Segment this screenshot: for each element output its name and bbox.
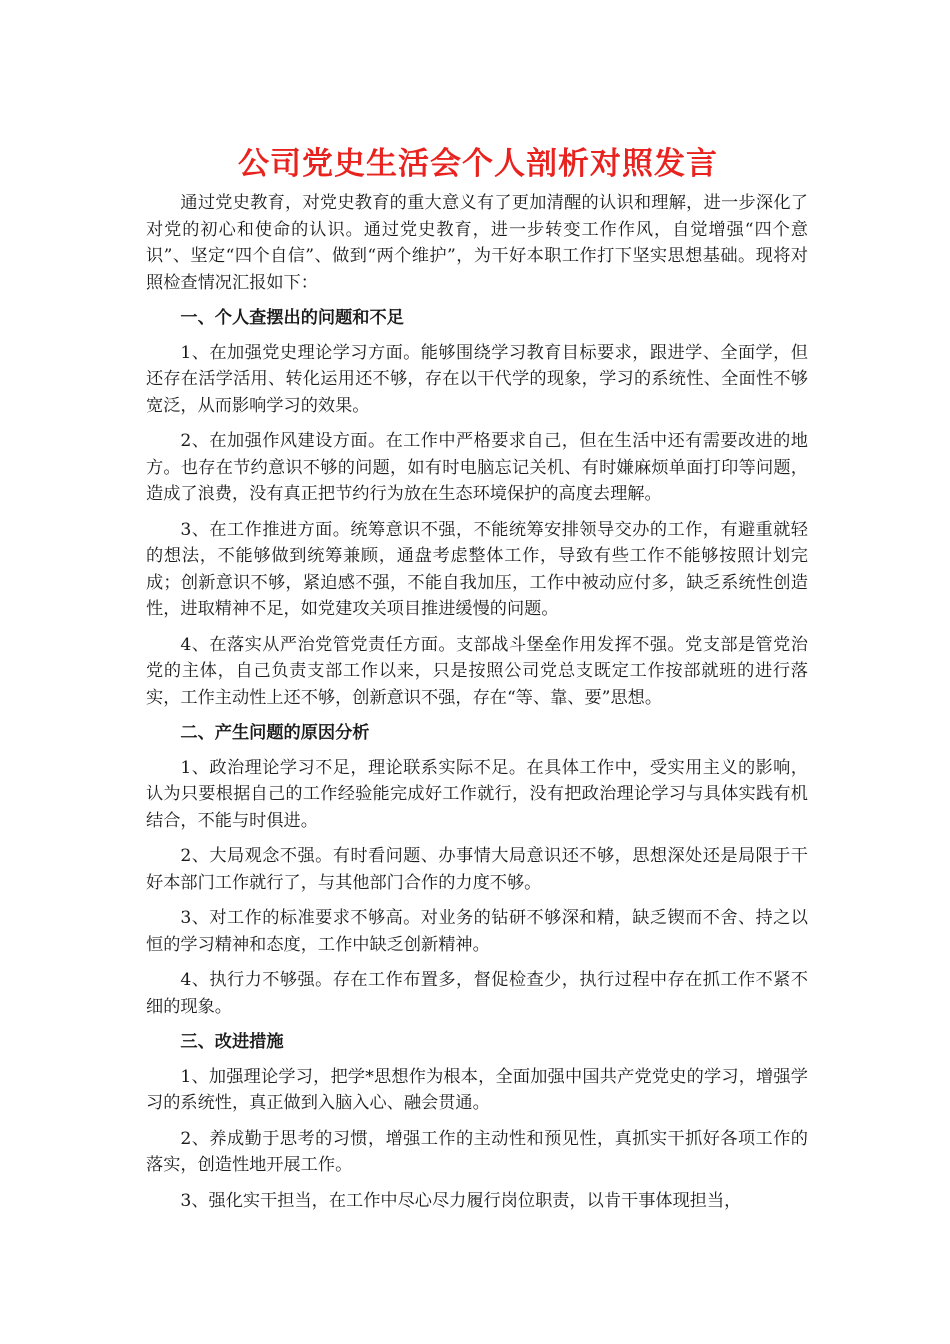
section-2-paragraph-3: 3、对工作的标准要求不够高。对业务的钻研不够深和精，缺乏锲而不舍、持之以恒的学习精神和态度，工作中缺乏创新精神。 bbox=[146, 908, 808, 955]
intro-paragraph: 通过党史教育，对党史教育的重大意义有了更加清醒的认识和理解，进一步深化了对党的初心和使命的认识。通过党史教育，进一步转变工作作风，自觉增强“四个意识”、坚定“四个自信”、做到“两个维护”，为干好本职工作打下坚实思想基础。现将对照检查情况汇报如下： bbox=[146, 193, 808, 293]
section-2-paragraph-4: 4、执行力不够强。存在工作布置多，督促检查少，执行过程中存在抓工作不紧不细的现象。 bbox=[146, 970, 808, 1017]
section-1-heading: 一、个人查摆出的问题和不足 bbox=[180, 308, 404, 328]
document-title: 公司党史生活会个人剖析对照发言 bbox=[238, 146, 718, 182]
section-1-paragraph-1: 1、在加强党史理论学习方面。能够围绕学习教育目标要求，跟进学、全面学，但还存在活学活用、转化运用还不够，存在以干代学的现象，学习的系统性、全面性不够宽泛，从而影响学习的效果。 bbox=[146, 342, 808, 416]
section-2-paragraph-2: 2、大局观念不强。有时看问题、办事情大局意识还不够，思想深处还是局限于干好本部门工作就行了，与其他部门合作的力度不够。 bbox=[146, 846, 808, 893]
section-1-paragraph-2: 2、在加强作风建设方面。在工作中严格要求自己，但在生活中还有需要改进的地方。也存在节约意识不够的问题，如有时电脑忘记关机、有时嫌麻烦单面打印等问题，造成了浪费，没有真正把节约行为放在生态环境保护的高度去理解。 bbox=[146, 431, 808, 504]
section-3-paragraph-2: 2、养成勤于思考的习惯，增强工作的主动性和预见性，真抓实干抓好各项工作的落实，创造性地开展工作。 bbox=[146, 1128, 808, 1175]
section-2-paragraph-1: 1、政治理论学习不足，理论联系实际不足。在具体工作中，受实用主义的影响，认为只要根据自己的工作经验能完成好工作就行，没有把政治理论学习与具体实践有机结合，不能与时俱进。 bbox=[146, 757, 808, 831]
document-body bbox=[146, 190, 808, 1214]
section-2-heading: 二、产生问题的原因分析 bbox=[180, 723, 370, 743]
section-3-paragraph-1: 1、加强理论学习，把学*思想作为根本，全面加强中国共产党党史的学习，增强学习的系统性，真正做到入脑入心、融会贯通。 bbox=[146, 1066, 808, 1113]
section-3-paragraph-3: 3、强化实干担当，在工作中尽心尽力履行岗位职责，以肯干事体现担当， bbox=[180, 1190, 742, 1211]
document-page bbox=[146, 0, 808, 1223]
section-1-paragraph-4: 4、在落实从严治党管党责任方面。支部战斗堡垒作用发挥不强。党支部是管党治党的主体，自己负责支部工作以来，只是按照公司党总支既定工作按部就班的进行落实，工作主动性上还不够，创新意识不强，存在“等、靠、要”思想。 bbox=[146, 634, 808, 708]
section-1-paragraph-3: 3、在工作推进方面。统筹意识不强，不能统筹安排领导交办的工作，有避重就轻的想法，不能够做到统筹兼顾，通盘考虑整体工作，导致有些工作不能够按照计划完成；创新意识不够，紧迫感不强，不能自我加压，工作中被动应付多，缺乏系统性创造性，进取精神不足，如党建攻关项目推进缓慢的问题。 bbox=[146, 519, 808, 619]
section-3-heading: 三、改进措施 bbox=[180, 1032, 284, 1052]
